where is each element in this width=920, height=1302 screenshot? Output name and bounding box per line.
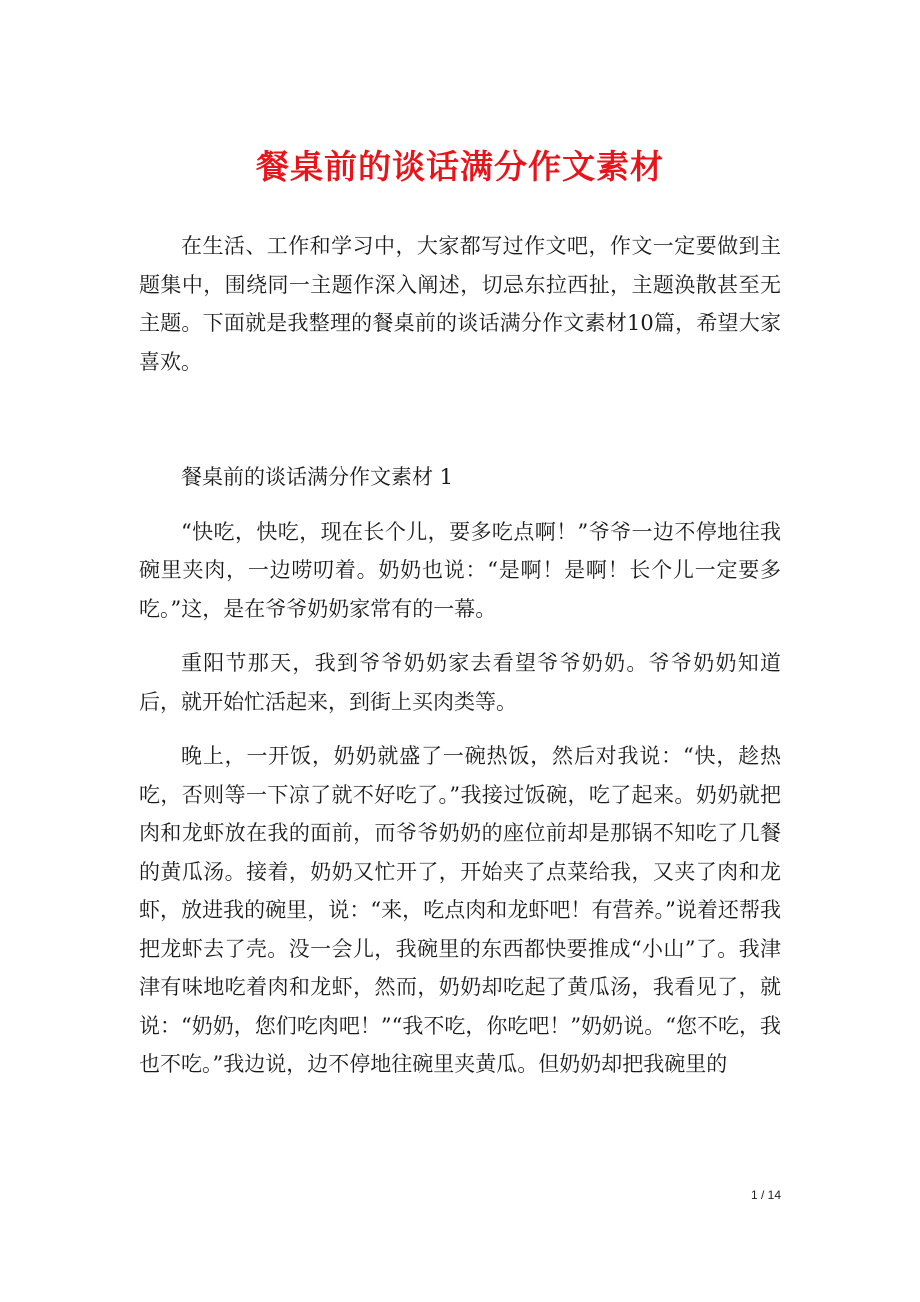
body-paragraph: “快吃，快吃，现在长个儿，要多吃点啊！”爷爷一边不停地往我碗里夹肉，一边唠叨着。奶奶也说：“是啊！是啊！长个儿一定要多吃。”这，是在爷爷奶奶家常有的一幕。 [139,519,781,621]
section-heading: 餐桌前的谈话满分作文素材 1 [181,465,454,489]
document-body [139,227,781,1084]
body-paragraph: 晚上，一开饭，奶奶就盛了一碗热饭，然后对我说：“快，趁热吃，否则等一下凉了就不好吃了。”我接过饭碗，吃了起来。奶奶就把肉和龙虾放在我的面前，而爷爷奶奶的座位前却是那锅不知吃了几餐的黄瓜汤。接着，奶奶又忙开了，开始夹了点菜给我，又夹了肉和龙虾，放进我的碗里，说：“来，吃点肉和龙虾吧！有营养。”说着还帮我把龙虾去了壳。没一会儿，我碗里的东西都快要推成“小山”了。我津津有味地吃着肉和龙虾，然而，奶奶却吃起了黄瓜汤，我看见了，就说：“奶奶，您们吃肉吧！”“我不吃，你吃吧！”奶奶说。“您不吃，我也不吃。”我边说，边不停地往碗里夹黄瓜。但奶奶却把我碗里的 [139,744,781,1076]
body-paragraph: 重阳节那天，我到爷爷奶奶家去看望爷爷奶奶。爷爷奶奶知道后，就开始忙活起来，到街上买肉类等。 [139,651,781,714]
intro-paragraph: 在生活、工作和学习中，大家都写过作文吧，作文一定要做到主题集中，围绕同一主题作深入阐述，切忌东拉西扯，主题涣散甚至无主题。下面就是我整理的餐桌前的谈话满分作文素材10篇，希望大家喜欢。 [139,234,781,374]
spacer [139,721,781,737]
spacer [139,381,781,458]
page-number: 1 / 14 [750,1188,781,1202]
document-title: 餐桌前的谈话满分作文素材 [256,147,664,186]
spacer [139,497,781,513]
spacer [139,628,781,644]
